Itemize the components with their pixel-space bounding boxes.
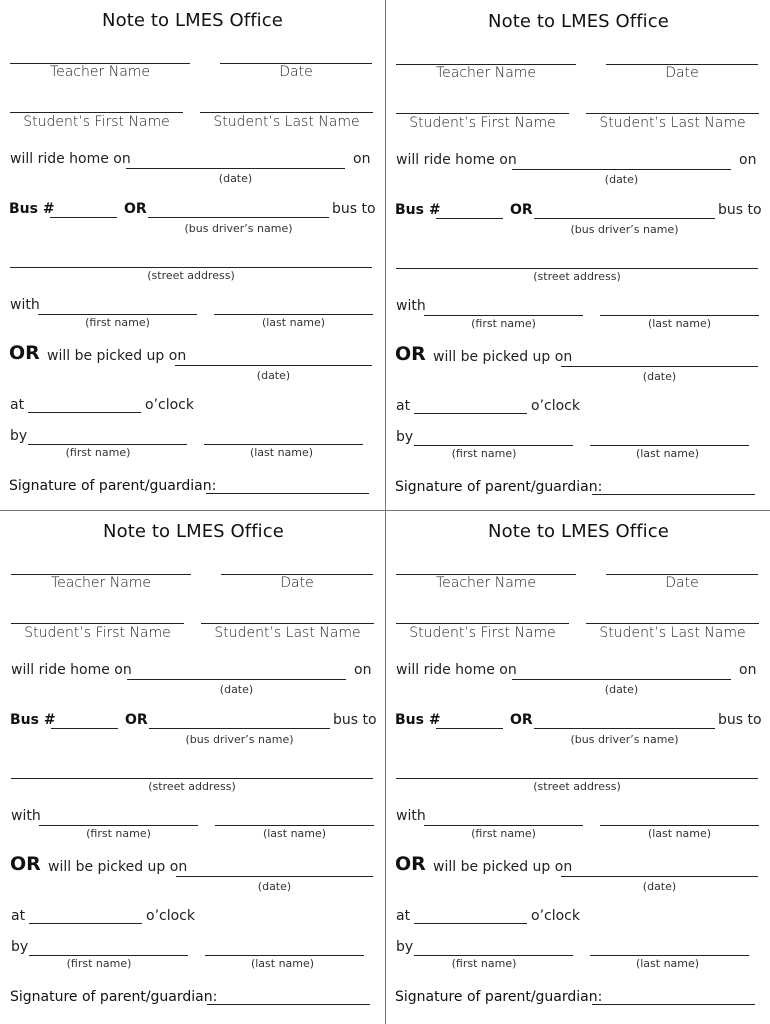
on-label: on: [739, 662, 757, 678]
student-first-name-caption: Student’s First Name: [24, 625, 171, 641]
signature-label: Signature of parent/guardian:: [395, 989, 603, 1005]
picked-up-date-line[interactable]: [176, 876, 373, 877]
pickup-last-name-line[interactable]: [590, 445, 749, 446]
bus-to-label: bus to: [718, 712, 762, 728]
student-first-name-line[interactable]: [396, 623, 569, 624]
form-title: Note to LMES Office: [103, 521, 284, 542]
or-picked-up-label: OR: [10, 853, 41, 875]
oclock-label: o’clock: [531, 398, 580, 414]
or-label: OR: [124, 201, 147, 217]
ride-home-date-line[interactable]: [127, 679, 346, 680]
with-last-name-line[interactable]: [215, 825, 374, 826]
date-hint: (date): [218, 172, 253, 185]
picked-up-date-hint: (date): [256, 369, 291, 382]
ride-home-label: will ride home on: [396, 152, 517, 168]
with-first-name-line[interactable]: [424, 315, 583, 316]
bus-driver-hint: (bus driver’s name): [570, 733, 679, 746]
form-title: Note to LMES Office: [488, 11, 669, 32]
student-first-name-caption: Student’s First Name: [409, 115, 556, 131]
student-last-name-caption: Student’s Last Name: [214, 625, 361, 641]
bus-driver-line[interactable]: [534, 728, 715, 729]
signature-line[interactable]: [592, 494, 755, 495]
by-label: by: [11, 939, 29, 955]
pickup-last-name-hint: (last name): [635, 447, 700, 460]
bus-to-label: bus to: [718, 202, 762, 218]
signature-label: Signature of parent/guardian:: [10, 989, 218, 1005]
street-address-hint: (street address): [148, 780, 236, 793]
with-last-name-line[interactable]: [600, 825, 759, 826]
ride-home-label: will ride home on: [11, 662, 132, 678]
signature-label: Signature of parent/guardian:: [9, 478, 217, 494]
date-caption: Date: [279, 64, 313, 80]
signature-line[interactable]: [207, 1004, 370, 1005]
time-line[interactable]: [414, 923, 527, 924]
ride-home-date-line[interactable]: [512, 679, 731, 680]
with-first-name-hint: (first name): [471, 827, 536, 840]
picked-up-date-hint: (date): [642, 370, 677, 383]
student-last-name-line[interactable]: [586, 623, 759, 624]
pickup-last-name-hint: (last name): [249, 446, 314, 459]
picked-up-date-hint: (date): [257, 880, 292, 893]
ride-home-label: will ride home on: [396, 662, 517, 678]
date-caption: Date: [665, 65, 699, 81]
student-last-name-caption: Student’s Last Name: [213, 114, 360, 130]
on-label: on: [739, 152, 757, 168]
student-first-name-line[interactable]: [396, 113, 569, 114]
bus-number-label: Bus #: [10, 712, 56, 728]
street-address-hint: (street address): [147, 269, 235, 282]
with-last-name-hint: (last name): [262, 827, 327, 840]
time-line[interactable]: [29, 923, 142, 924]
pickup-last-name-hint: (last name): [250, 957, 315, 970]
with-last-name-line[interactable]: [600, 315, 759, 316]
or-label: OR: [510, 202, 533, 218]
bus-number-line[interactable]: [436, 728, 503, 729]
by-label: by: [396, 429, 414, 445]
at-label: at: [396, 908, 411, 924]
student-first-name-line[interactable]: [11, 623, 184, 624]
bus-number-label: Bus #: [395, 202, 441, 218]
student-last-name-caption: Student’s Last Name: [599, 625, 746, 641]
bus-driver-line[interactable]: [149, 728, 330, 729]
with-first-name-hint: (first name): [85, 316, 150, 329]
picked-up-date-hint: (date): [642, 880, 677, 893]
pickup-last-name-hint: (last name): [635, 957, 700, 970]
with-label: with: [10, 297, 40, 313]
time-line[interactable]: [28, 412, 141, 413]
bus-driver-line[interactable]: [534, 218, 715, 219]
by-label: by: [396, 939, 414, 955]
date-hint: (date): [219, 683, 254, 696]
teacher-name-caption: Teacher Name: [50, 575, 152, 591]
with-first-name-line[interactable]: [39, 825, 198, 826]
time-line[interactable]: [414, 413, 527, 414]
pickup-first-name-hint: (first name): [66, 957, 132, 970]
bus-number-line[interactable]: [50, 217, 117, 218]
date-hint: (date): [604, 683, 639, 696]
with-last-name-hint: (last name): [647, 827, 712, 840]
ride-home-date-line[interactable]: [512, 169, 731, 170]
date-caption: Date: [280, 575, 314, 591]
pickup-first-name-line[interactable]: [414, 445, 573, 446]
street-address-hint: (street address): [533, 780, 621, 793]
street-address-line[interactable]: [10, 267, 372, 268]
or-picked-up-label: OR: [9, 342, 40, 364]
with-last-name-hint: (last name): [261, 316, 326, 329]
office-note-form-3: [1, 511, 386, 1021]
oclock-label: o’clock: [531, 908, 580, 924]
on-label: on: [353, 151, 371, 167]
pickup-first-name-hint: (first name): [451, 957, 517, 970]
picked-up-label: will be picked up on: [433, 859, 573, 875]
student-last-name-line[interactable]: [201, 623, 374, 624]
with-last-name-line[interactable]: [214, 314, 373, 315]
pickup-first-name-hint: (first name): [65, 446, 131, 459]
bus-to-label: bus to: [333, 712, 377, 728]
with-first-name-line[interactable]: [424, 825, 583, 826]
with-first-name-hint: (first name): [471, 317, 536, 330]
on-label: on: [354, 662, 372, 678]
office-note-form-2: [386, 1, 770, 511]
with-label: with: [396, 298, 426, 314]
picked-up-label: will be picked up on: [48, 859, 188, 875]
with-last-name-hint: (last name): [647, 317, 712, 330]
student-last-name-caption: Student’s Last Name: [599, 115, 746, 131]
bus-number-label: Bus #: [9, 201, 55, 217]
at-label: at: [10, 397, 25, 413]
with-first-name-line[interactable]: [38, 314, 197, 315]
picked-up-date-line[interactable]: [561, 366, 758, 367]
by-label: by: [10, 428, 28, 444]
or-label: OR: [125, 712, 148, 728]
at-label: at: [11, 908, 26, 924]
student-first-name-caption: Student’s First Name: [409, 625, 556, 641]
or-picked-up-label: OR: [395, 343, 426, 365]
oclock-label: o’clock: [146, 908, 195, 924]
at-label: at: [396, 398, 411, 414]
bus-driver-hint: (bus driver’s name): [184, 222, 293, 235]
student-last-name-line[interactable]: [586, 113, 759, 114]
pickup-first-name-line[interactable]: [414, 955, 573, 956]
office-note-form-1: [0, 0, 385, 510]
pickup-first-name-hint: (first name): [451, 447, 517, 460]
street-address-line[interactable]: [396, 778, 758, 779]
or-picked-up-label: OR: [395, 853, 426, 875]
pickup-last-name-line[interactable]: [204, 444, 363, 445]
with-label: with: [11, 808, 41, 824]
teacher-name-caption: Teacher Name: [435, 575, 537, 591]
or-label: OR: [510, 712, 533, 728]
picked-up-label: will be picked up on: [433, 349, 573, 365]
student-first-name-caption: Student’s First Name: [23, 114, 170, 130]
street-address-hint: (street address): [533, 270, 621, 283]
pickup-first-name-line[interactable]: [28, 444, 187, 445]
student-last-name-line[interactable]: [200, 112, 373, 113]
ride-home-label: will ride home on: [10, 151, 131, 167]
with-first-name-hint: (first name): [86, 827, 151, 840]
oclock-label: o’clock: [145, 397, 194, 413]
signature-line[interactable]: [206, 493, 369, 494]
bus-driver-line[interactable]: [148, 217, 329, 218]
form-title: Note to LMES Office: [488, 521, 669, 542]
picked-up-date-line[interactable]: [561, 876, 758, 877]
with-label: with: [396, 808, 426, 824]
bus-number-line[interactable]: [51, 728, 118, 729]
date-hint: (date): [604, 173, 639, 186]
bus-to-label: bus to: [332, 201, 376, 217]
date-caption: Date: [665, 575, 699, 591]
pickup-first-name-line[interactable]: [29, 955, 188, 956]
street-address-line[interactable]: [396, 268, 758, 269]
street-address-line[interactable]: [11, 778, 373, 779]
teacher-name-caption: Teacher Name: [435, 65, 537, 81]
signature-line[interactable]: [592, 1004, 755, 1005]
bus-number-line[interactable]: [436, 218, 503, 219]
picked-up-label: will be picked up on: [47, 348, 187, 364]
teacher-name-caption: Teacher Name: [49, 64, 151, 80]
bus-driver-hint: (bus driver’s name): [185, 733, 294, 746]
form-title: Note to LMES Office: [102, 10, 283, 31]
ride-home-date-line[interactable]: [126, 168, 345, 169]
student-first-name-line[interactable]: [10, 112, 183, 113]
pickup-last-name-line[interactable]: [205, 955, 364, 956]
office-note-form-4: [386, 511, 770, 1021]
bus-driver-hint: (bus driver’s name): [570, 223, 679, 236]
bus-number-label: Bus #: [395, 712, 441, 728]
picked-up-date-line[interactable]: [175, 365, 372, 366]
pickup-last-name-line[interactable]: [590, 955, 749, 956]
signature-label: Signature of parent/guardian:: [395, 479, 603, 495]
